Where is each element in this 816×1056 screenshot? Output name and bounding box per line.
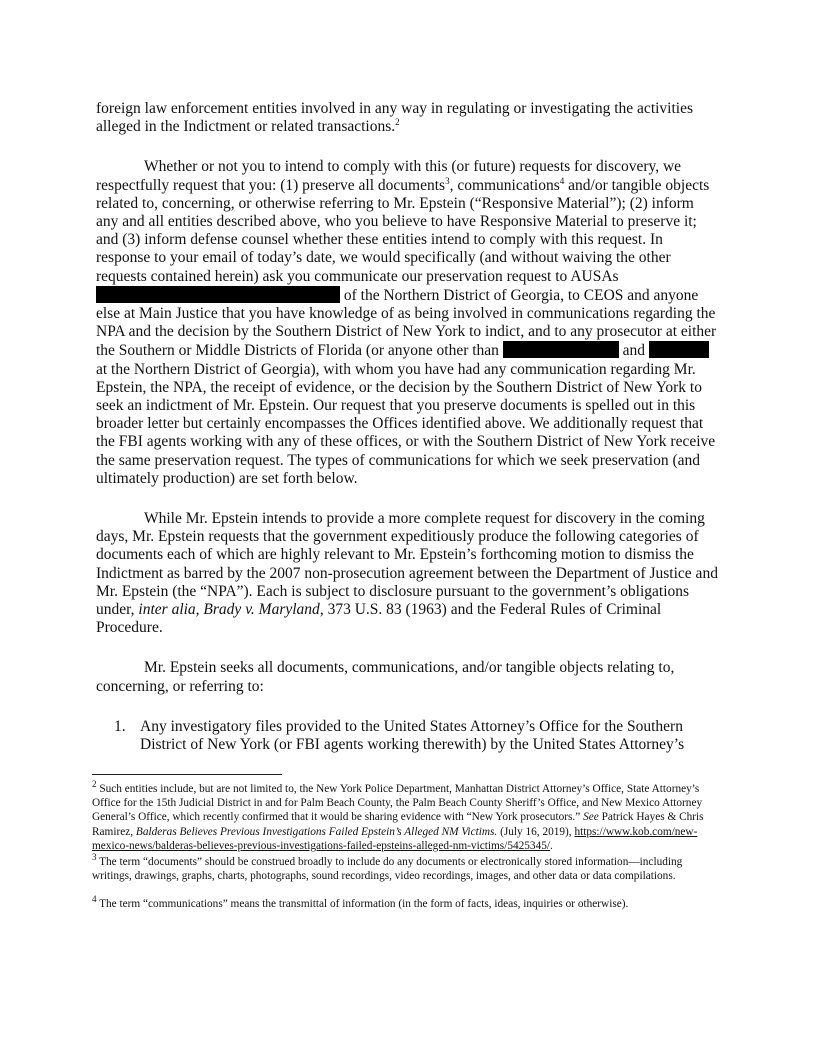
list-item-number: 1. [114,717,126,735]
paragraph-text: Whether or not you to intend to comply with this (or future) requests for discovery, we respectfully request that you: (1) preserve all documents [96,158,682,194]
request-list [96,718,720,754]
footnote-divider [92,774,282,775]
case-citation: inter alia, Brady v. Maryland [138,601,320,619]
paragraph-text: , 373 U.S. 83 (1963) and the Federal Rules of Criminal Procedure. [96,601,662,637]
list-item [114,718,720,754]
footnote-ref-3: 3 [445,175,450,186]
footnote-ref-2: 2 [395,117,400,128]
footnotes [92,779,720,926]
paragraph-seeks: Mr. Epstein seeks all documents, communications, and/or tangible objects relating to, concerning, or referring to: [96,659,675,695]
paragraph-text: and [622,342,646,360]
paragraph-text: at the Northern District of Georgia), with whom you have had any communication regarding Mr. Epstein, the NPA, the receipt of evidence, or the decision by the Southern District of New York to seek an indictment of Mr. Epstein. Our request that you preserve documents is spelled out in this broader letter but certainly encompasses the Offices identified above. We additionally request that the FBI agents working with any of these offices, or with the Southern District of New York receive the same preservation request. The types of communications for which we seek preservation (and ultimately production) are set forth below. [96,360,716,487]
paragraph-preservation-request [96,158,720,488]
paragraph-text: and/or tangible objects related to, concerning, or otherwise referring to Mr. Epstein (“Responsive Material”); (2) inform any and all entities described above, who you believe to have Responsive Material to preserve it; and (3) inform defense counsel whether these entities intend to comply with this request. In response to your email of today’s date, we would specifically (and without waiving the other requests contained herein) ask you communicate our preservation request to AUSAs [96,176,710,285]
footnote-text: (July 16, 2019), [497,825,575,838]
paragraph-discovery-request [96,510,720,637]
footnote-text: Such entities include, but are not limited to, the New York Police Department, Manhattan District Attorney’s Office, State Attorney’s Office for the 15th Judicial District in and for Palm Beach County, the Palm Beach County Sheriff’s Office, and New Mexico Attorney General’s Office, which recently confirmed that it would be sharing evidence with “New York prosecutors.” [92,783,703,824]
redaction-bar [503,341,619,358]
paragraph-text: of the Northern District of Georgia, to CEOS and anyone else at Main Justice that you have knowledge of as being involved in communications regarding the NPA and the decision by the Southern District of New York to indict, and to any prosecutor at either the Southern or Middle Districts of Florida (or anyone other than [96,286,717,360]
paragraph-foreign-entities [96,100,720,136]
footnote-text: . [550,839,553,852]
footnote-ref-4: 4 [559,175,565,186]
footnote-text: The term “documents” should be construed broadly to include do any documents or electronically stored information—including writings, drawings, graphs, charts, photographs, sound recordings, video recordings, images, and other data or data compilations. [92,856,683,883]
article-title: Balderas Believes Previous Investigations Failed Epstein’s Alleged NM Victims. [135,825,498,838]
footnote-3 [92,852,720,883]
footnote-text: Patrick Hayes & Chris Ramirez, [92,811,704,838]
footnote-number: 2 [92,779,97,790]
footnote-text: The term “communications” means the transmittal of information (in the form of facts, ideas, inquiries or otherwise). [96,898,629,911]
letter-body [96,100,720,754]
footnote-number: 4 [92,894,97,905]
footnote-4 [92,894,720,911]
paragraph-text: , communications [449,176,560,194]
redaction-bar [96,286,340,303]
paragraph-text: foreign law enforcement entities involved in any way in regulating or investigating the activities alleged in the Indictment or related transactions. [96,100,694,136]
footnote-signal: See [583,811,599,824]
list-item-text: Any investigatory files provided to the United States Attorney’s Office for the Southern District of New York (or FBI agents working therewith) by the United States Attorney’s [140,717,685,754]
redaction-bar [649,341,709,358]
footnote-number: 3 [92,852,97,863]
article-link[interactable]: https://www.kob.com/new-mexico-news/balderas-believes-previous-investigations-failed-epsteins-alleged-nm-victims/5425345/ [92,825,698,852]
paragraph-text: While Mr. Epstein intends to provide a more complete request for discovery in the coming days, Mr. Epstein requests that the government expeditiously produce the following categories of documents each of which are highly relevant to Mr. Epstein’s forthcoming motion to dismiss the Indictment as barred by the 2007 non-prosecution agreement between the Department of Justice and Mr. Epstein (the “NPA”). Each is subject to disclosure pursuant to the government’s obligations under, [96,510,718,619]
footnote-2 [92,779,720,853]
